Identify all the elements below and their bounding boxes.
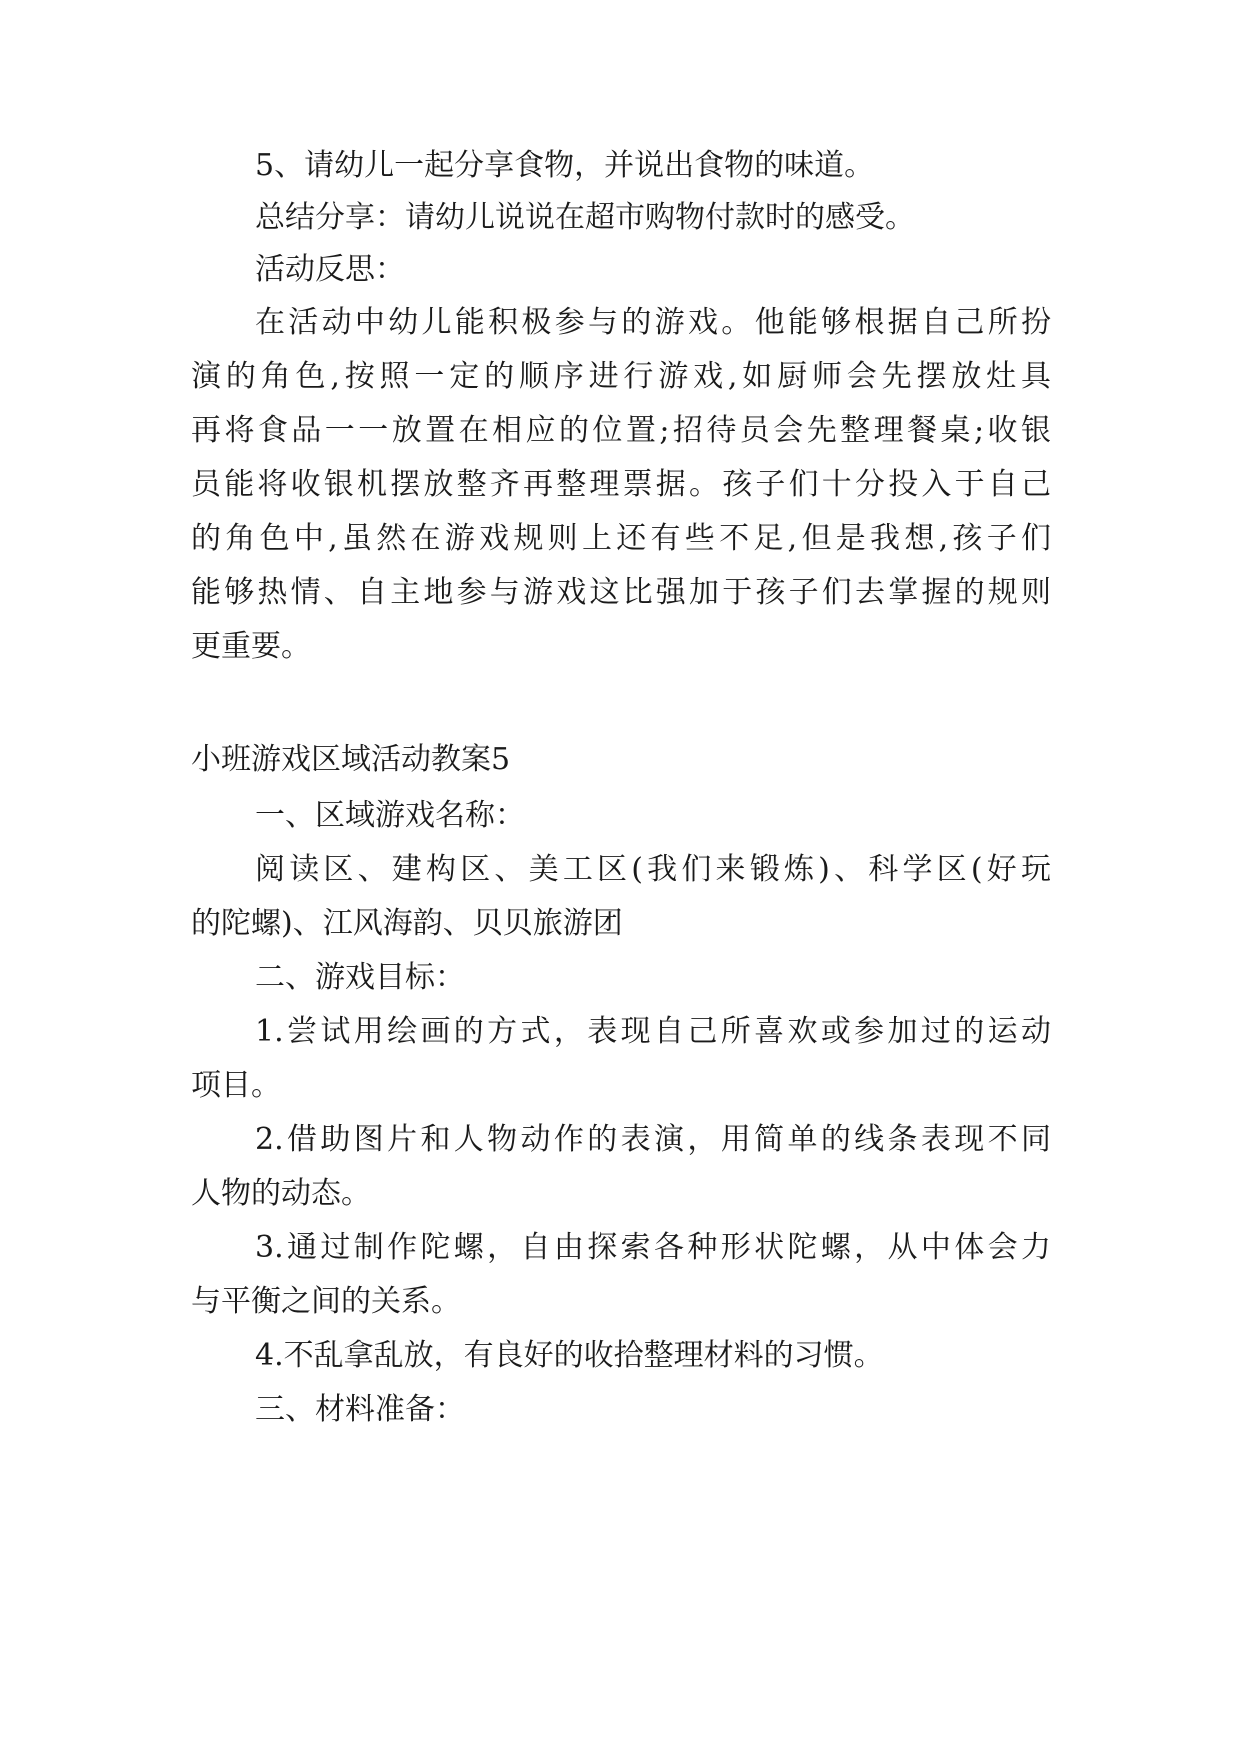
reflection-line: 演的角色,按照一定的顺序进行游戏,如厨师会先摆放灶具 <box>191 359 1051 394</box>
section-title: 小班游戏区域活动教案5 <box>191 742 511 777</box>
goal-2-line-1: 2.借助图片和人物动作的表演，用简单的线条表现不同 <box>255 1122 1051 1157</box>
goal-1-line-1: 1.尝试用绘画的方式，表现自己所喜欢或参加过的运动 <box>255 1014 1051 1049</box>
reflection-line: 在活动中幼儿能积极参与的游戏。他能够根据自己所扮 <box>255 305 1051 340</box>
goal-4: 4.不乱拿乱放，有良好的收拾整理材料的习惯。 <box>255 1338 884 1373</box>
heading-area-names: 一、区域游戏名称： <box>255 798 525 833</box>
step-5-text: 5、请幼儿一起分享食物，并说出食物的味道。 <box>255 148 875 183</box>
heading-materials: 三、材料准备： <box>255 1392 465 1427</box>
heading-game-goals: 二、游戏目标： <box>255 960 465 995</box>
summary-text: 总结分享：请幼儿说说在超市购物付款时的感受。 <box>255 200 915 235</box>
area-names-line-1: 阅读区、建构区、美工区(我们来锻炼)、科学区(好玩 <box>255 852 1051 887</box>
reflection-line: 的角色中,虽然在游戏规则上还有些不足,但是我想,孩子们 <box>191 521 1051 556</box>
reflection-line: 更重要。 <box>191 629 311 664</box>
reflection-line: 再将食品一一放置在相应的位置;招待员会先整理餐桌;收银 <box>191 413 1051 448</box>
goal-1-line-2: 项目。 <box>191 1068 281 1103</box>
goal-3-line-1: 3.通过制作陀螺，自由探索各种形状陀螺，从中体会力 <box>255 1230 1051 1265</box>
reflection-line: 员能将收银机摆放整齐再整理票据。孩子们十分投入于自己 <box>191 467 1051 502</box>
area-names-line-2: 的陀螺)、江风海韵、贝贝旅游团 <box>191 906 623 941</box>
goal-2-line-2: 人物的动态。 <box>191 1176 371 1211</box>
reflection-line: 能够热情、自主地参与游戏这比强加于孩子们去掌握的规则 <box>191 575 1051 610</box>
goal-3-line-2: 与平衡之间的关系。 <box>191 1284 461 1319</box>
reflection-heading: 活动反思： <box>255 252 405 287</box>
